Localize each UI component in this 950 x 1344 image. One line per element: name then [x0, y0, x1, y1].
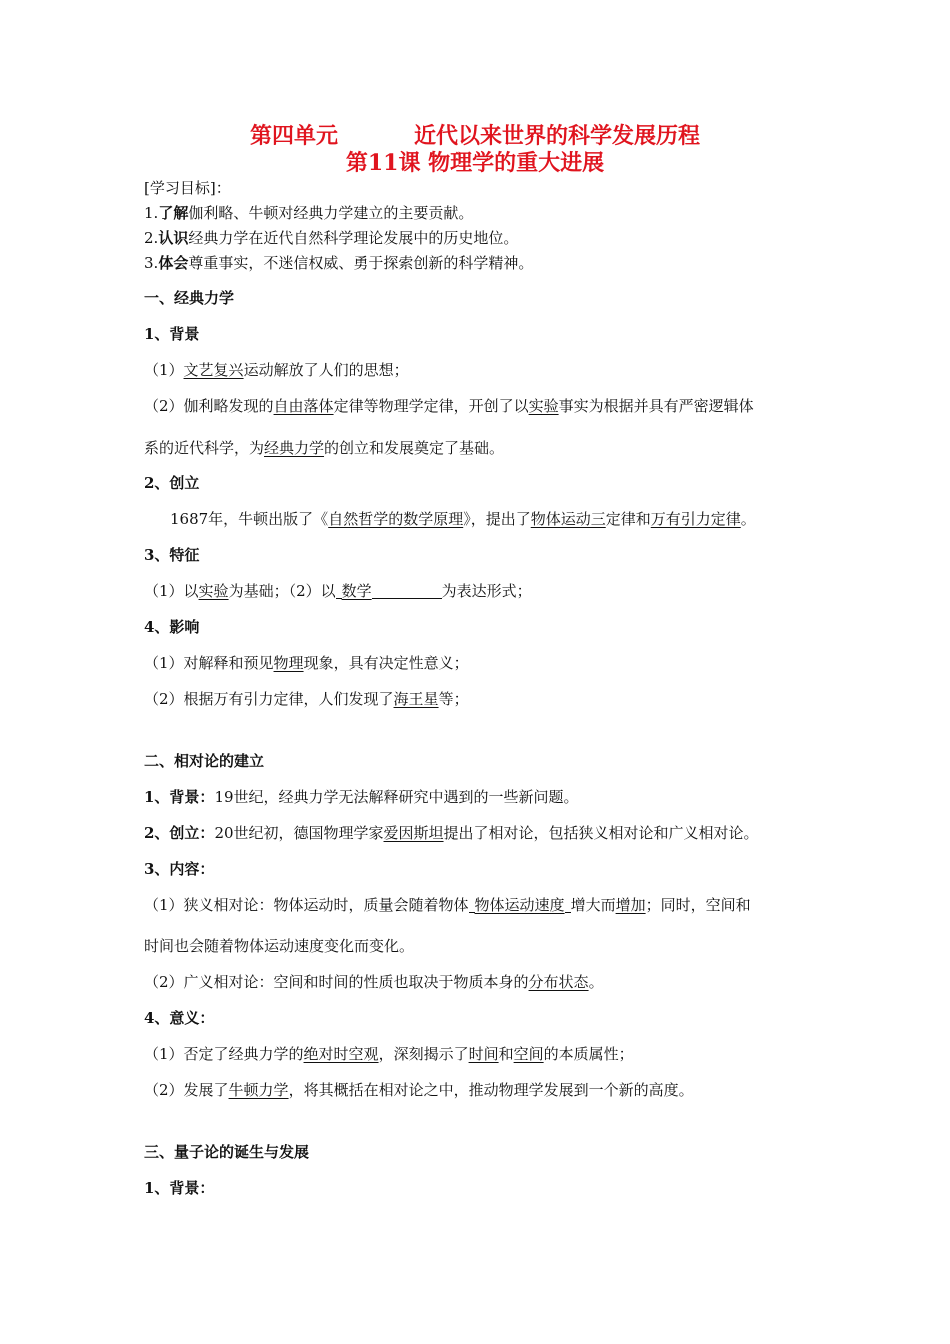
- s3-bg-heading: 1、背景：: [144, 1179, 215, 1197]
- s1-bg-line-3: 系的近代科学，为经典力学的创立和发展奠定了基础。: [144, 439, 505, 457]
- fill-answer: 自由落体: [273, 397, 334, 415]
- fill-answer: 实验: [528, 397, 559, 415]
- objective-item-1: 1.了解伽利略、牛顿对经典力学建立的主要贡献。: [144, 204, 474, 222]
- fill-answer: 增加: [615, 896, 646, 914]
- s1-feat-heading: 3、特征: [144, 546, 200, 564]
- fill-answer: 数学: [341, 582, 372, 600]
- fill-answer: 时间: [468, 1045, 499, 1063]
- s1-inf-line-2: （2）根据万有引力定律，人们发现了海王星等；: [144, 690, 469, 708]
- unit-title: [0, 123, 950, 149]
- s2-est-line: 2、创立：20世纪初，德国物理学家爱因斯坦提出了相对论，包括狭义相对论和广义相对论。: [144, 824, 759, 842]
- fill-answer: 物体运动速度: [474, 896, 565, 914]
- s1-bg-line-1: （1）文艺复兴运动解放了人们的思想；: [144, 361, 409, 379]
- unit-label: 第四单元: [249, 123, 338, 149]
- s1-bg-line-2: （2）伽利略发现的自由落体定律等物理学定律，开创了以实验事实为根据并具有严密逻辑体: [144, 397, 754, 415]
- section-heading-2: 二、相对论的建立: [144, 752, 265, 770]
- fill-answer: 自然哲学的数学原理: [328, 510, 464, 528]
- s1-bg-heading: 1、背景: [144, 325, 200, 343]
- fill-answer: 海王星: [393, 690, 439, 708]
- fill-answer: 空间: [513, 1045, 544, 1063]
- s1-inf-line-1: （1）对解释和预见物理现象，具有决定性意义；: [144, 654, 469, 672]
- answer-blank: [372, 582, 442, 599]
- s2-bg-line: 1、背景：19世纪，经典力学无法解释研究中遇到的一些新问题。: [144, 788, 579, 806]
- s2-content-heading: 3、内容：: [144, 860, 215, 878]
- fill-answer: 实验: [198, 582, 229, 600]
- s2-sig-heading: 4、意义：: [144, 1009, 215, 1027]
- s1-feat-line: （1）以实验为基础；（2）以 数学 为表达形式；: [144, 582, 532, 600]
- fill-answer: 物理: [273, 654, 304, 672]
- section-heading-1: 一、经典力学: [144, 289, 235, 307]
- fill-answer: 爱因斯坦: [383, 824, 444, 842]
- s1-est-heading: 2、创立: [144, 474, 200, 492]
- fill-answer: 经典力学: [264, 439, 325, 457]
- unit-topic: 近代以来世界的科学发展历程: [414, 123, 701, 149]
- lesson-title: 第11课 物理学的重大进展: [345, 150, 605, 176]
- objective-item-2: 2.认识经典力学在近代自然科学理论发展中的历史地位。: [144, 229, 519, 247]
- s2-content-line-2: 时间也会随着物体运动速度变化而变化。: [144, 937, 415, 955]
- s2-content-line-3: （2）广义相对论：空间和时间的性质也取决于物质本身的分布状态。: [144, 973, 604, 991]
- section-heading-3: 三、量子论的诞生与发展: [144, 1143, 310, 1161]
- objective-item-3: 3.体会尊重事实，不迷信权威、勇于探索创新的科学精神。: [144, 254, 534, 272]
- s1-inf-heading: 4、影响: [144, 618, 200, 636]
- s1-est-line: 1687年，牛顿出版了《自然哲学的数学原理》，提出了物体运动三定律和万有引力定律。: [170, 510, 756, 528]
- fill-answer: 分布状态: [528, 973, 589, 991]
- fill-answer: 绝对时空观: [303, 1045, 379, 1063]
- fill-answer: 牛顿力学: [228, 1081, 289, 1099]
- s2-sig-line-1: （1）否定了经典力学的绝对时空观，深刻揭示了时间和空间的本质属性；: [144, 1045, 634, 1063]
- s2-content-line-1: （1）狭义相对论：物体运动时，质量会随着物体 物体运动速度 增大而增加；同时，空间和: [144, 896, 751, 914]
- objectives-label: [学习目标]：: [144, 179, 231, 197]
- fill-answer: 文艺复兴: [183, 361, 244, 379]
- s2-sig-line-2: （2）发展了牛顿力学，将其概括在相对论之中，推动物理学发展到一个新的高度。: [144, 1081, 694, 1099]
- fill-answer: 万有引力定律: [650, 510, 741, 528]
- fill-answer: 物体运动三: [530, 510, 606, 528]
